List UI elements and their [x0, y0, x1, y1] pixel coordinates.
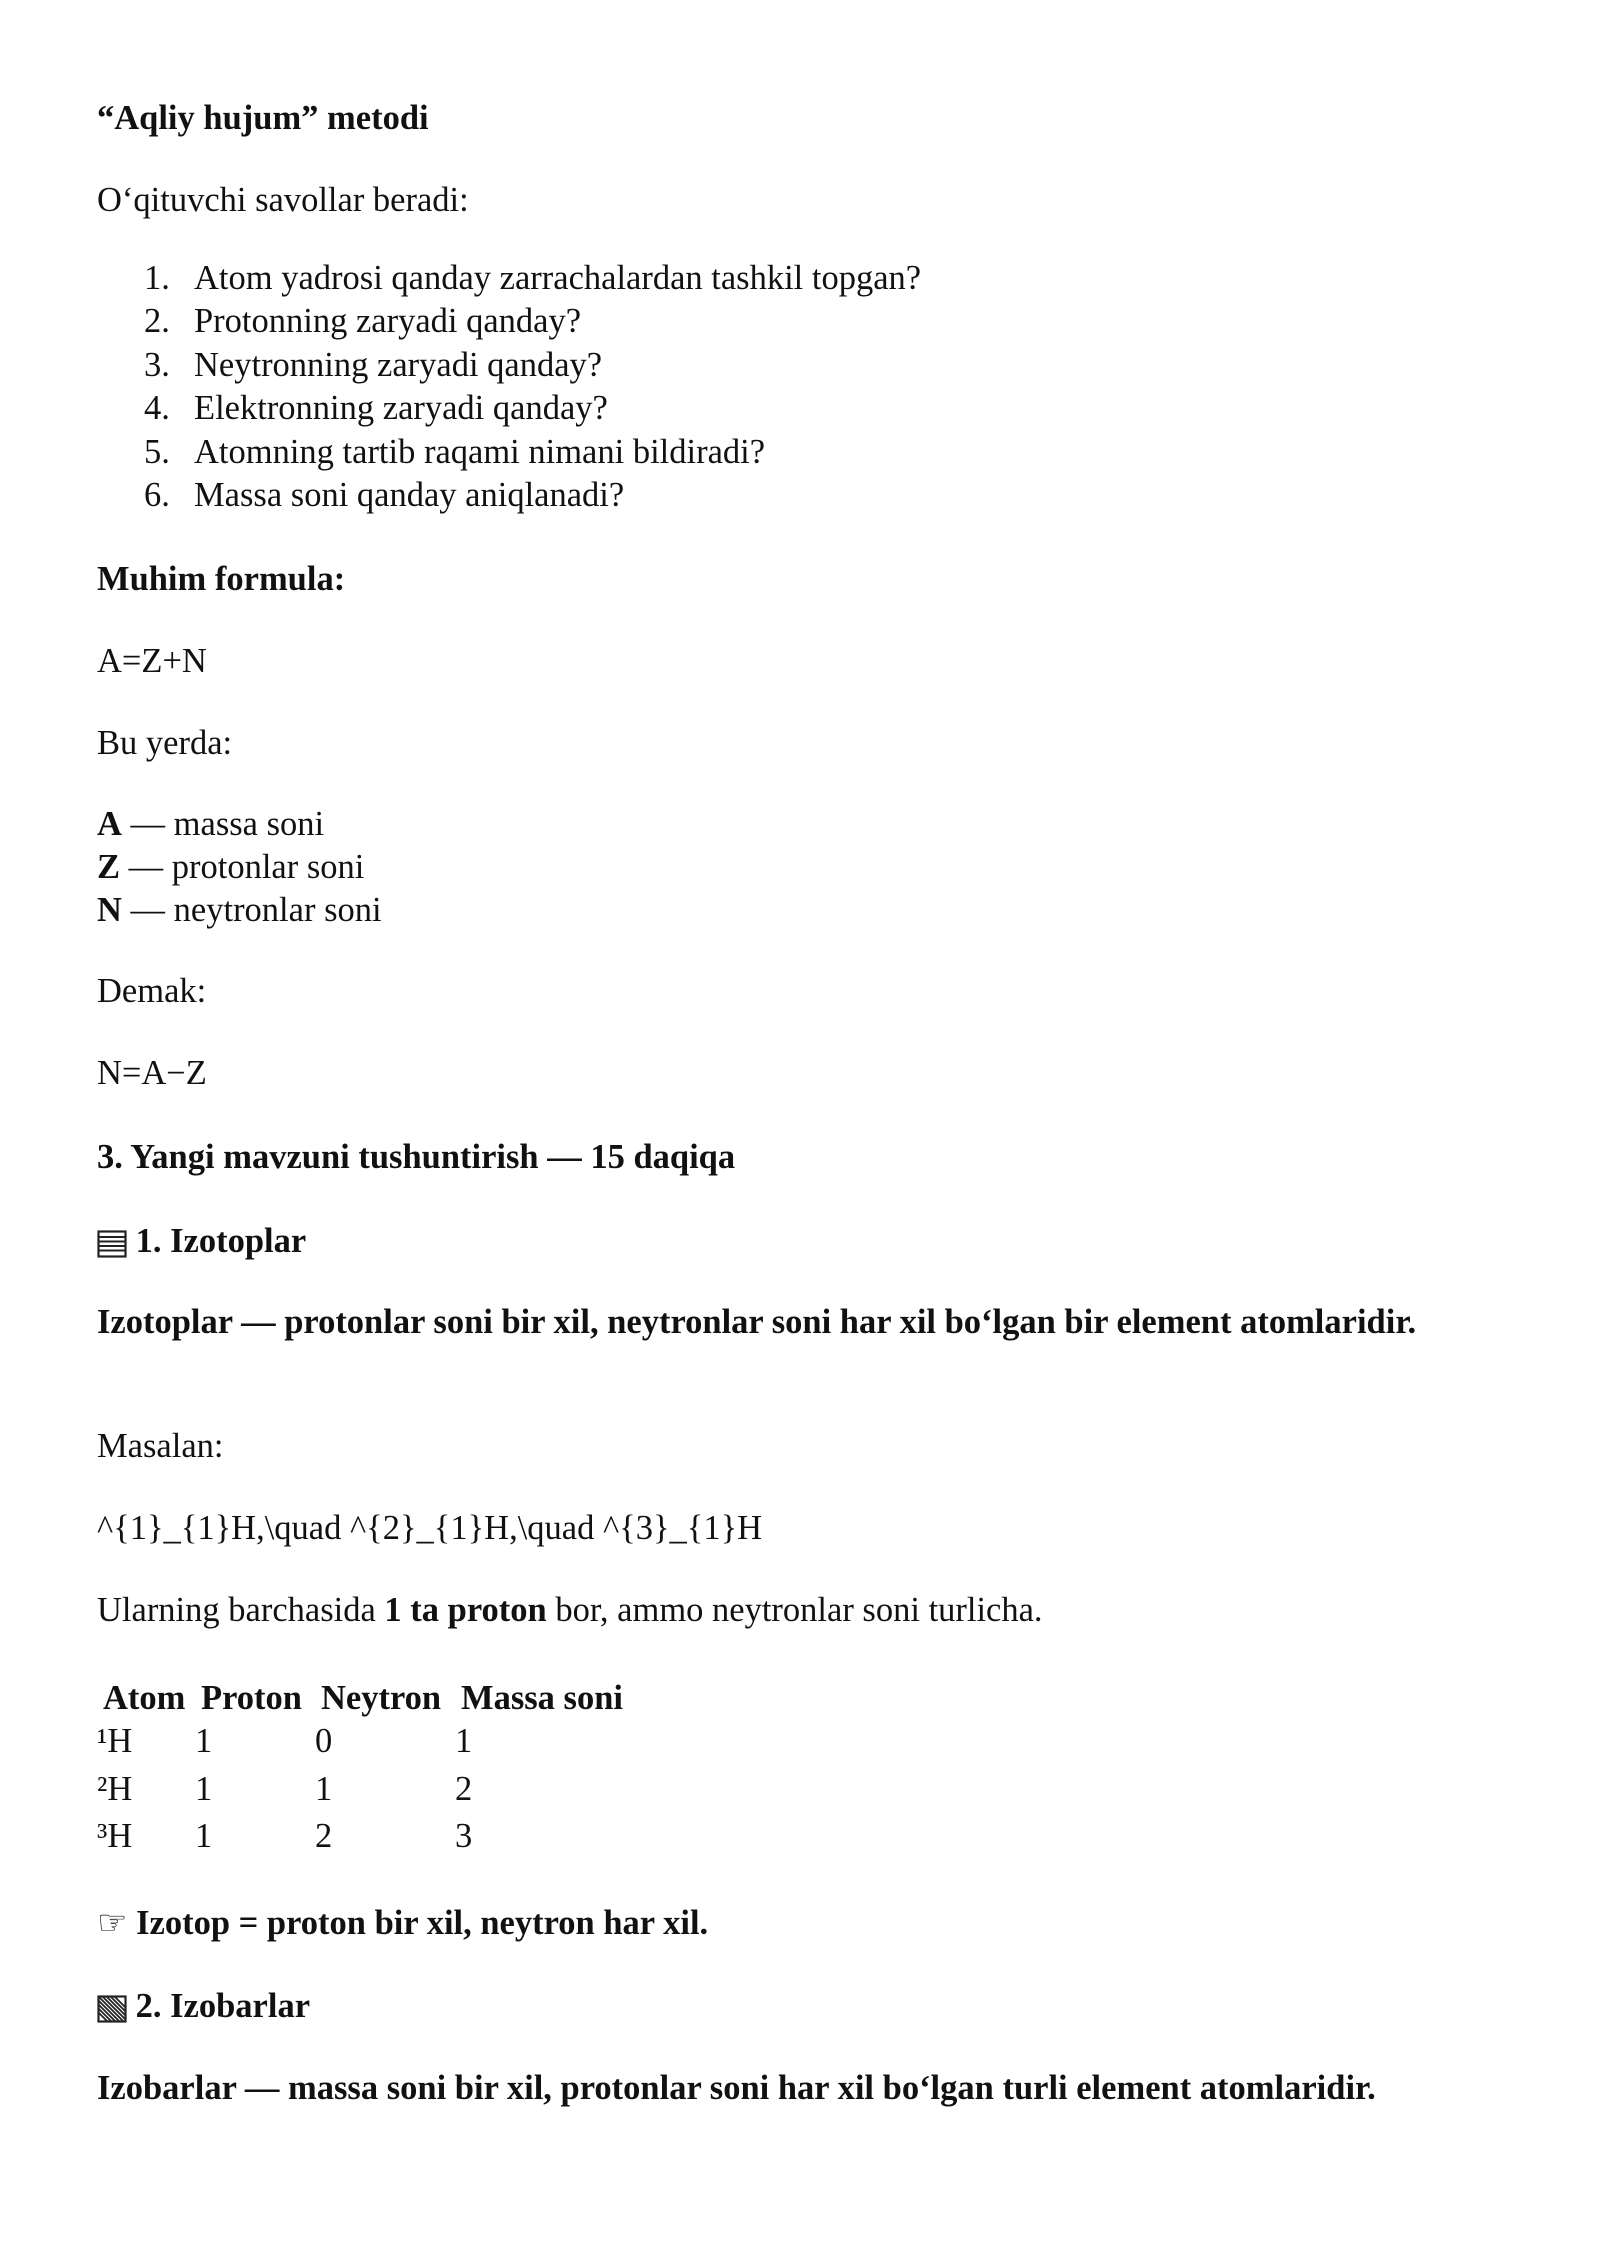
- table-header: Atom: [103, 1679, 186, 1717]
- list-item: [97, 474, 921, 517]
- questions-list: [97, 257, 921, 517]
- isotopes-note: [97, 1589, 1043, 1632]
- lined-box-icon: [97, 1223, 127, 1266]
- formula-2: N=A−Z: [97, 1054, 207, 1092]
- list-item: [97, 300, 921, 343]
- table-cell: 3: [455, 1817, 473, 1856]
- isotope-summary: [97, 1902, 708, 1945]
- definition-neutrons: [97, 889, 382, 932]
- table-cell: 0: [315, 1722, 333, 1761]
- page-title: “Aqliy hujum” metodi: [97, 99, 429, 137]
- example-label: Masalan:: [97, 1427, 224, 1465]
- table-header-row: [97, 1672, 629, 1718]
- list-item: [97, 387, 921, 430]
- list-item-number: 4.: [144, 389, 170, 428]
- list-item-number: 5.: [144, 432, 170, 471]
- table-cell: ¹H: [97, 1722, 133, 1761]
- isotopes-heading-text: 1. Izotoplar: [135, 1222, 307, 1260]
- note-bold: 1 ta proton: [384, 1591, 547, 1629]
- section-3-heading: [97, 1136, 735, 1179]
- isotopes-table: [97, 1672, 629, 1861]
- list-item: [97, 344, 921, 387]
- list-item-number: 2.: [144, 302, 170, 341]
- list-item: [97, 257, 921, 300]
- list-item-number: 6.: [144, 476, 170, 515]
- isobars-heading-text: 2. Izobarlar: [135, 1987, 311, 2025]
- list-item-text: Protonning zaryadi qanday?: [194, 302, 582, 341]
- formula: A=Z+N: [97, 642, 207, 680]
- table-cell: 1: [195, 1769, 213, 1808]
- definition-protons: [97, 846, 364, 889]
- definition-symbol: N: [97, 891, 122, 929]
- definition-text: — protonlar soni: [120, 848, 365, 886]
- table-cell: 2: [315, 1817, 333, 1856]
- list-item-text: Atom yadrosi qanday zarrachalardan tashkil topgan?: [194, 259, 922, 297]
- isobars-definition: Izobarlar — massa soni bir xil, protonlar soni har xil bo‘lgan turli element atomlaridir.: [97, 2069, 1376, 2107]
- definition-mass-number: [97, 803, 324, 846]
- table-header: Massa soni: [461, 1679, 623, 1717]
- isotopes-heading: [97, 1220, 306, 1266]
- list-item: [97, 431, 921, 474]
- table-cell: 1: [455, 1722, 473, 1761]
- table-header: Proton: [201, 1679, 302, 1717]
- list-item-text: Neytronning zaryadi qanday?: [194, 345, 603, 384]
- definition-text: — massa soni: [121, 805, 325, 843]
- isotopes-definition: Izotoplar — protonlar soni bir xil, neytronlar soni har xil bo‘lgan bir element atomlaridir.: [97, 1303, 1417, 1341]
- list-item-text: Massa soni qanday aniqlanadi?: [194, 476, 625, 515]
- table-row: [97, 1813, 629, 1861]
- table-cell: 1: [315, 1769, 333, 1808]
- definition-symbol: Z: [97, 848, 121, 886]
- table-cell: ³H: [97, 1817, 133, 1856]
- intro-text: O‘qituvchi savollar beradi:: [97, 181, 469, 219]
- table-cell: 2: [455, 1769, 473, 1808]
- isobars-heading: [97, 1985, 310, 2031]
- list-item-number: 3.: [144, 345, 170, 384]
- table-cell: ²H: [97, 1769, 133, 1808]
- table-cell: 1: [195, 1817, 213, 1856]
- table-cell: 1: [195, 1722, 213, 1761]
- therefore-label: Demak:: [97, 972, 207, 1010]
- table-row: [97, 1718, 629, 1766]
- example-formula: ^{1}_{1}H,\quad ^{2}_{1}H,\quad ^{3}_{1}H: [97, 1509, 763, 1547]
- note-prefix: Ularning barchasida: [97, 1591, 385, 1629]
- list-item-text: Atomning tartib raqami nimani bildiradi?: [194, 432, 766, 471]
- where-label: Bu yerda:: [97, 724, 233, 762]
- definition-symbol: A: [97, 805, 122, 843]
- definition-text: — neytronlar soni: [121, 891, 382, 929]
- section-3-title: 3. Yangi mavzuni tushuntirish — 15 daqiqa: [97, 1138, 736, 1176]
- note-suffix: bor, ammo neytronlar soni turlicha.: [546, 1591, 1043, 1629]
- isotope-summary-text: Izotop = proton bir xil, neytron har xil.: [136, 1904, 709, 1942]
- hatched-box-icon: [97, 1988, 127, 2031]
- list-item-text: Elektronning zaryadi qanday?: [194, 389, 608, 428]
- list-item-number: 1.: [144, 259, 170, 297]
- table-row: [97, 1766, 629, 1814]
- pointing-hand-icon: ☞: [97, 1903, 128, 1943]
- table-header: Neytron: [321, 1679, 442, 1717]
- formula-heading: Muhim formula:: [97, 560, 346, 598]
